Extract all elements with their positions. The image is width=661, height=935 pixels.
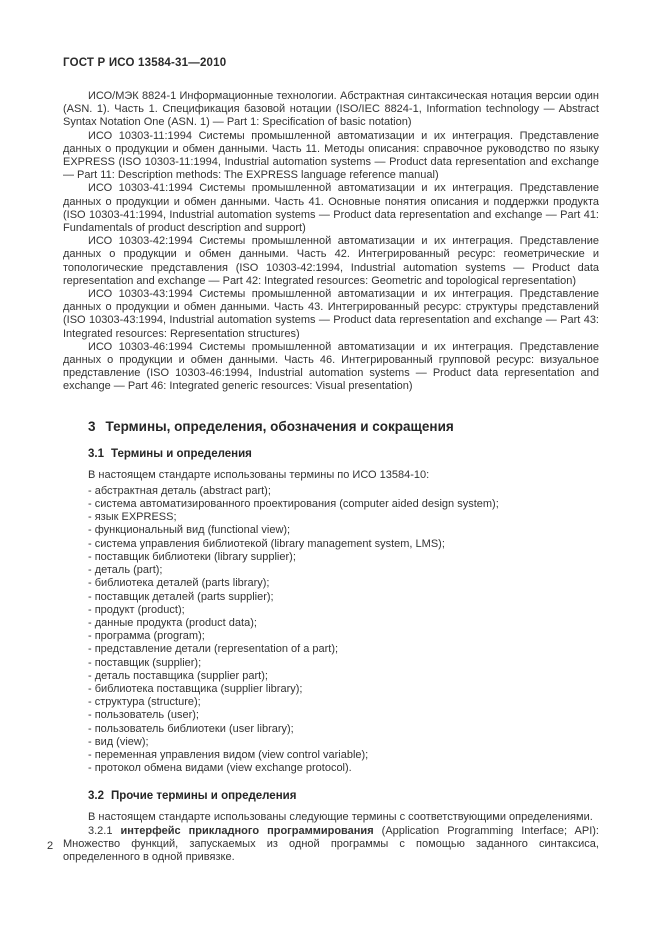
document-header-title: ГОСТ Р ИСО 13584-31—2010 [63,57,227,69]
term-list-item: - пользователь библиотеки (user library); [88,722,294,735]
reference-paragraph: ИСО 10303-11:1994 Системы промышленной автоматизации и их интеграция. Представление данных о продукции и обмен данными. Часть 11. Методы описания: справочное руководство по языку EXPRESS (ISO 10303-11:1994, Industrial automation systems — Product data representation and exchange — Part 11: Description methods: The EXPRESS language reference manual) [63,129,599,182]
reference-paragraph: ИСО 10303-46:1994 Системы промышленной автоматизации и их интеграция. Представление данных о продукции и обмен данными. Часть 46. Интегрированный групповой ресурс: визуальное представление (ISO 10303-46:1994, Industrial automation systems — Product data representation and exchange — Part 46: Integrated generic resources: Visual presentation) [63,340,599,393]
term-list-item: - пользователь (user); [88,709,199,722]
subsection-3-2-number: 3.2 [88,790,104,803]
term-list-item: - функциональный вид (functional view); [88,524,291,537]
terms-list [63,485,599,775]
other-terms-intro: В настоящем стандарте использованы следующие термины с соответствующими определениями. [88,811,593,824]
definition-term: интерфейс прикладного программирования [120,824,374,837]
term-list-item: - переменная управления видом (view control variable); [88,748,369,761]
term-list-item: - представление детали (representation of a part); [88,643,339,656]
section-3-title: Термины, определения, обозначения и сокращения [105,418,454,434]
term-list-item: - поставщик (supplier); [88,656,202,669]
term-list-item: - деталь (part); [88,564,163,577]
term-list-item: - протокол обмена видами (view exchange protocol). [88,762,352,775]
term-list-item: - структура (structure); [88,696,201,709]
term-list-item: - поставщик деталей (parts supplier); [88,590,274,603]
term-list-item: - программа (program); [88,630,205,643]
term-list-item: - система управления библиотекой (library management system, LMS); [88,537,445,550]
subsection-3-2-title: Прочие термины и определения [111,790,297,803]
terms-intro: В настоящем стандарте использованы термины по ИСО 13584-10: [88,468,430,481]
reference-paragraph: ИСО 10303-42:1994 Системы промышленной автоматизации и их интеграция. Представление данных о продукции и обмен данными. Часть 42. Интегрированный ресурс: геометрические и топологические представления (ISO 10303-42:1994, Industrial automation systems — Product data representation and exchange — Part 42: Integrated resources: Geometric and topological representation) [63,235,599,287]
subsection-3-2-heading [63,790,599,802]
term-list-item: - вид (view); [88,735,149,748]
section-3-heading [63,419,599,434]
term-list-item: - язык EXPRESS; [88,511,177,524]
subsection-3-1-title: Термины и определения [111,447,252,460]
subsection-3-1-number: 3.1 [88,447,104,460]
term-list-item: - библиотека поставщика (supplier library); [88,682,303,695]
reference-paragraph: ИСО 10303-43:1994 Системы промышленной автоматизации и их интеграция. Представление данных о продукции и обмен данными. Часть 43. Интегрированный ресурс: структуры представлений (ISO 10303-43:1994, Industrial automation systems — Product data representation and exchange — Part 43: Integrated resources: Representation structures) [63,288,599,340]
page-number: 2 [47,840,54,852]
definition-text: (Application Programming Interface; API): Множество функций, запускаемых из одной программы с помощью заданного синтаксиса, определенного в одной привязке. [63,824,599,863]
term-list-item: - абстрактная деталь (abstract part); [88,484,271,497]
reference-paragraph: ИСО/МЭК 8824-1 Информационные технологии. Абстрактная синтаксическая нотация версии один (ASN. 1). Часть 1. Спецификация базовой нотации (ISO/IEC 8824-1, Information technology — Abstract Syntax Notation One (ASN. 1) — Part 1: Specification of basic notation) [63,90,599,129]
section-3-number: 3 [88,418,96,434]
term-list-item: - продукт (product); [88,603,185,616]
subsection-3-1-heading [63,448,599,460]
reference-paragraph: ИСО 10303-41:1994 Системы промышленной автоматизации и их интеграция. Представление данных о продукции и обмен данными. Часть 41. Основные понятия описания и поддержки продукта (ISO 10303-41:1994, Industrial automation systems — Product data representation and exchange — Part 41: Fundamentals of product description and support) [63,182,599,235]
references-section [63,90,599,394]
term-list-item: - деталь поставщика (supplier part); [88,669,268,682]
term-list-item: - данные продукта (product data); [88,616,257,629]
term-list-item: - библиотека деталей (parts library); [88,577,270,590]
definition-number: 3.2.1 [88,824,113,837]
term-list-item: - система автоматизированного проектирования (computer aided design system); [88,498,499,511]
term-list-item: - поставщик библиотеки (library supplier); [88,550,296,563]
definition-paragraph [63,825,599,865]
